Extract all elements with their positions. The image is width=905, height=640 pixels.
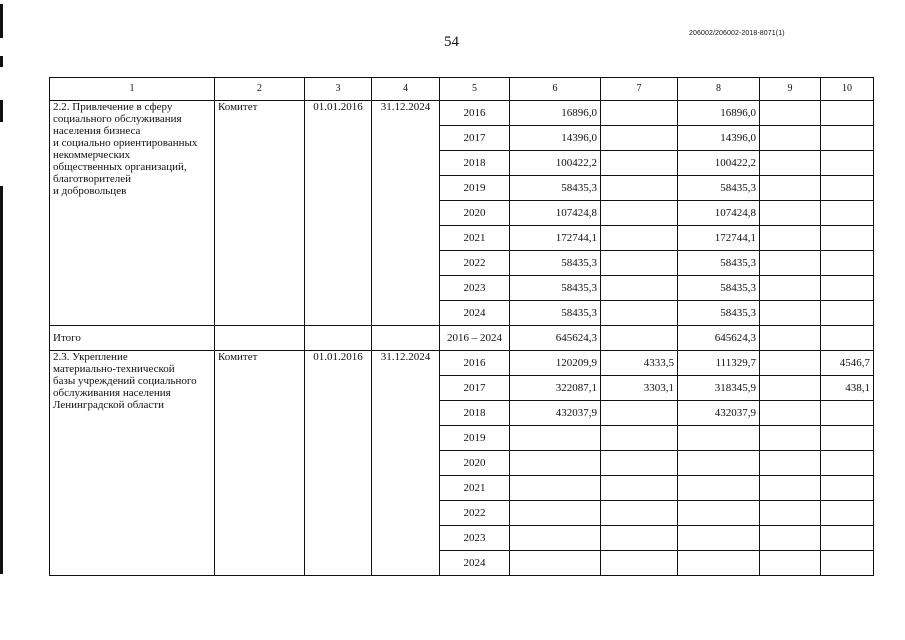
year-cell: 2019 [440,176,510,201]
table-cell [601,326,678,351]
column-header-6: 6 [510,78,601,101]
amount-local [760,276,821,301]
table-row [50,101,874,126]
document-code: 206002/206002-2018-8071(1) [689,30,785,37]
amount-regional: 172744,1 [678,226,760,251]
activity-name-line: населения бизнеса [53,125,141,137]
column-header-3: 3 [305,78,372,101]
amount-other [821,301,874,326]
amount-total [510,426,601,451]
total-period: 2016 – 2024 [440,326,510,351]
total-amount: 645624,3 [510,326,601,351]
amount-local [760,476,821,501]
year-cell: 2024 [440,551,510,576]
amount-federal: 3303,1 [601,376,678,401]
year-cell: 2020 [440,201,510,226]
amount-local [760,526,821,551]
amount-other [821,251,874,276]
activity-name-line: базы учреждений социального [53,375,197,387]
year-cell: 2022 [440,501,510,526]
amount-other [821,151,874,176]
activity-name-line: обслуживания населения [53,387,171,399]
amount-total: 322087,1 [510,376,601,401]
table-body [50,101,874,576]
amount-other [821,126,874,151]
amount-regional: 16896,0 [678,101,760,126]
amount-federal [601,176,678,201]
year-cell: 2017 [440,376,510,401]
amount-federal [601,526,678,551]
amount-other: 438,1 [821,376,874,401]
amount-local [760,126,821,151]
amount-total: 14396,0 [510,126,601,151]
amount-total: 16896,0 [510,101,601,126]
activity-name [50,101,215,326]
year-cell: 2023 [440,526,510,551]
amount-total: 58435,3 [510,251,601,276]
amount-regional: 58435,3 [678,276,760,301]
column-header-10: 10 [821,78,874,101]
amount-total: 120209,9 [510,351,601,376]
amount-local [760,451,821,476]
amount-total [510,526,601,551]
year-cell: 2018 [440,151,510,176]
amount-regional [678,476,760,501]
year-cell: 2020 [440,451,510,476]
activity-name-line: благотворителей [53,173,132,185]
amount-federal [601,551,678,576]
activity-name-line: материально-технической [53,363,175,375]
amount-local [760,101,821,126]
amount-federal [601,101,678,126]
amount-other [821,451,874,476]
year-cell: 2021 [440,226,510,251]
amount-federal [601,426,678,451]
amount-federal [601,401,678,426]
year-cell: 2021 [440,476,510,501]
column-header-1: 1 [50,78,215,101]
year-cell: 2016 [440,351,510,376]
scan-edge-mark [0,100,3,122]
amount-local [760,176,821,201]
executor: Комитет [215,101,305,326]
amount-other [821,401,874,426]
scan-edge-mark [0,56,3,67]
amount-federal [601,251,678,276]
table-cell [372,326,440,351]
activity-name-line: общественных организаций, [53,161,187,173]
start-date: 01.01.2016 [305,351,372,576]
amount-local [760,376,821,401]
total-row [50,326,874,351]
amount-other [821,551,874,576]
amount-total [510,501,601,526]
amount-total: 100422,2 [510,151,601,176]
table-cell [821,326,874,351]
amount-other [821,176,874,201]
total-amount-regional: 645624,3 [678,326,760,351]
table-cell [215,326,305,351]
page-number: 54 [444,34,459,50]
table-row [50,351,874,376]
amount-total: 432037,9 [510,401,601,426]
amount-local [760,301,821,326]
column-header-9: 9 [760,78,821,101]
executor: Комитет [215,351,305,576]
column-header-7: 7 [601,78,678,101]
activity-name-line: 2.2. Привлечение в сферу [53,101,173,113]
amount-total [510,451,601,476]
amount-other [821,226,874,251]
activity-name [50,351,215,576]
amount-regional: 432037,9 [678,401,760,426]
amount-local [760,426,821,451]
column-header-5: 5 [440,78,510,101]
amount-federal: 4333,5 [601,351,678,376]
amount-local [760,151,821,176]
scan-edge-mark [0,4,3,38]
amount-total [510,551,601,576]
table-cell [760,326,821,351]
amount-federal [601,276,678,301]
amount-federal [601,476,678,501]
scan-edge-mark [0,186,3,574]
program-table [49,77,874,576]
amount-regional: 58435,3 [678,251,760,276]
table-header-row [50,78,874,101]
activity-name-line: и добровольцев [53,185,127,197]
amount-federal [601,126,678,151]
amount-local [760,351,821,376]
activity-name-line: социального обслуживания [53,113,182,125]
amount-total [510,476,601,501]
activity-name-line: Ленинградской области [53,399,164,411]
year-cell: 2023 [440,276,510,301]
end-date: 31.12.2024 [372,351,440,576]
amount-regional: 107424,8 [678,201,760,226]
amount-other [821,426,874,451]
amount-regional [678,501,760,526]
amount-total: 172744,1 [510,226,601,251]
year-cell: 2019 [440,426,510,451]
amount-local [760,401,821,426]
amount-total: 58435,3 [510,276,601,301]
end-date: 31.12.2024 [372,101,440,326]
amount-regional: 111329,7 [678,351,760,376]
amount-federal [601,451,678,476]
amount-federal [601,151,678,176]
amount-federal [601,226,678,251]
amount-other: 4546,7 [821,351,874,376]
column-header-8: 8 [678,78,760,101]
amount-other [821,201,874,226]
amount-other [821,501,874,526]
year-cell: 2016 [440,101,510,126]
amount-total: 107424,8 [510,201,601,226]
amount-regional [678,451,760,476]
amount-regional: 58435,3 [678,176,760,201]
amount-local [760,501,821,526]
activity-name-line: и социально ориентированных [53,137,198,149]
total-label: Итого [50,326,215,351]
activity-name-line: 2.3. Укрепление [53,351,128,363]
column-header-2: 2 [215,78,305,101]
amount-regional [678,551,760,576]
table-cell [305,326,372,351]
amount-regional: 318345,9 [678,376,760,401]
year-cell: 2018 [440,401,510,426]
amount-regional [678,426,760,451]
amount-regional: 100422,2 [678,151,760,176]
amount-other [821,101,874,126]
amount-total: 58435,3 [510,176,601,201]
amount-total: 58435,3 [510,301,601,326]
amount-federal [601,501,678,526]
amount-other [821,526,874,551]
amount-regional: 58435,3 [678,301,760,326]
amount-other [821,476,874,501]
year-cell: 2022 [440,251,510,276]
amount-local [760,251,821,276]
year-cell: 2024 [440,301,510,326]
amount-local [760,201,821,226]
amount-local [760,226,821,251]
amount-federal [601,201,678,226]
year-cell: 2017 [440,126,510,151]
start-date: 01.01.2016 [305,101,372,326]
amount-regional [678,526,760,551]
amount-regional: 14396,0 [678,126,760,151]
column-header-4: 4 [372,78,440,101]
activity-name-line: некоммерческих [53,149,131,161]
amount-other [821,276,874,301]
amount-local [760,551,821,576]
amount-federal [601,301,678,326]
